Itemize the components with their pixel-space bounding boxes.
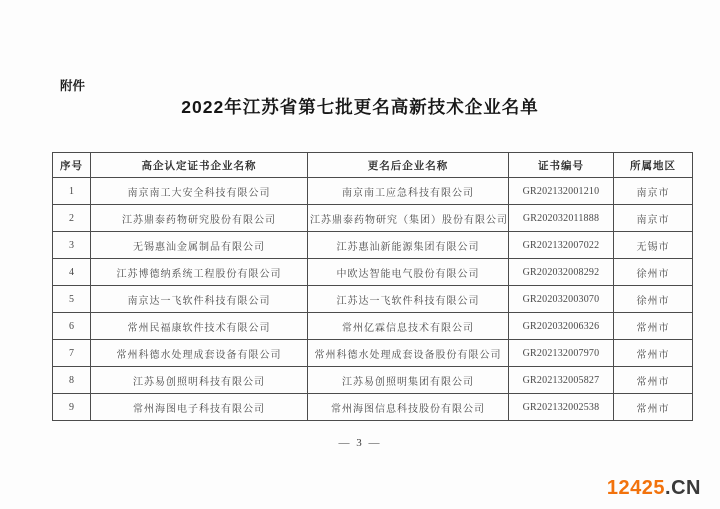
cell-cert-number: GR202132002538 [509, 394, 614, 421]
table-row [53, 205, 693, 232]
cell-seq: 1 [53, 178, 91, 205]
cell-renamed-company: 江苏鼎泰药物研究（集团）股份有限公司 [308, 205, 509, 232]
attachment-label: 附件 [60, 79, 86, 93]
cell-region: 常州市 [614, 313, 693, 340]
cell-cert-number: GR202132005827 [509, 367, 614, 394]
cell-seq: 3 [53, 232, 91, 259]
companies-table [52, 152, 693, 421]
watermark-domain: .CN [665, 477, 701, 499]
cell-region: 南京市 [614, 205, 693, 232]
cell-renamed-company: 江苏达一飞软件科技有限公司 [308, 286, 509, 313]
table-row [53, 232, 693, 259]
cell-seq: 9 [53, 394, 91, 421]
cell-seq: 2 [53, 205, 91, 232]
cell-region: 徐州市 [614, 286, 693, 313]
table-row [53, 340, 693, 367]
table-row [53, 259, 693, 286]
cell-region: 南京市 [614, 178, 693, 205]
cell-seq: 5 [53, 286, 91, 313]
col-header-renamed-company: 更名后企业名称 [308, 153, 509, 178]
cell-renamed-company: 常州海图信息科技股份有限公司 [308, 394, 509, 421]
cell-cert-company: 无锡惠汕金属制品有限公司 [91, 232, 308, 259]
cell-cert-number: GR202032008292 [509, 259, 614, 286]
col-header-region: 所属地区 [614, 153, 693, 178]
cell-cert-company: 南京达一飞软件科技有限公司 [91, 286, 308, 313]
cell-cert-number: GR202032011888 [509, 205, 614, 232]
cell-renamed-company: 中欧达智能电气股份有限公司 [308, 259, 509, 286]
cell-cert-company: 常州民福康软件技术有限公司 [91, 313, 308, 340]
watermark-logo [607, 477, 701, 500]
cell-seq: 8 [53, 367, 91, 394]
cell-cert-number: GR202132007022 [509, 232, 614, 259]
cell-cert-number: GR202132007970 [509, 340, 614, 367]
cell-region: 常州市 [614, 340, 693, 367]
cell-region: 徐州市 [614, 259, 693, 286]
table-header-row [53, 153, 693, 178]
cell-cert-company: 常州海图电子科技有限公司 [91, 394, 308, 421]
cell-cert-company: 江苏易创照明科技有限公司 [91, 367, 308, 394]
cell-cert-company: 常州科德水处理成套设备有限公司 [91, 340, 308, 367]
cell-cert-company: 江苏鼎泰药物研究股份有限公司 [91, 205, 308, 232]
page-number: — 3 — [338, 437, 382, 449]
cell-renamed-company: 江苏惠汕新能源集团有限公司 [308, 232, 509, 259]
table-row [53, 286, 693, 313]
cell-cert-company: 江苏博德纳系统工程股份有限公司 [91, 259, 308, 286]
cell-renamed-company: 江苏易创照明集团有限公司 [308, 367, 509, 394]
cell-seq: 7 [53, 340, 91, 367]
table-row [53, 394, 693, 421]
cell-cert-number: GR202032006326 [509, 313, 614, 340]
cell-renamed-company: 南京南工应急科技有限公司 [308, 178, 509, 205]
cell-region: 常州市 [614, 367, 693, 394]
cell-renamed-company: 常州亿霖信息技术有限公司 [308, 313, 509, 340]
page-title: 2022年江苏省第七批更名高新技术企业名单 [181, 97, 539, 117]
col-header-cert-number: 证书编号 [509, 153, 614, 178]
col-header-seq: 序号 [53, 153, 91, 178]
cell-seq: 4 [53, 259, 91, 286]
cell-cert-number: GR202132001210 [509, 178, 614, 205]
cell-region: 常州市 [614, 394, 693, 421]
col-header-cert-company: 高企认定证书企业名称 [91, 153, 308, 178]
cell-cert-company: 南京南工大安全科技有限公司 [91, 178, 308, 205]
cell-renamed-company: 常州科德水处理成套设备股份有限公司 [308, 340, 509, 367]
table-row [53, 313, 693, 340]
table-row [53, 178, 693, 205]
cell-region: 无锡市 [614, 232, 693, 259]
watermark-number: 12425 [606, 477, 666, 499]
cell-cert-number: GR202032003070 [509, 286, 614, 313]
table-row [53, 367, 693, 394]
cell-seq: 6 [53, 313, 91, 340]
